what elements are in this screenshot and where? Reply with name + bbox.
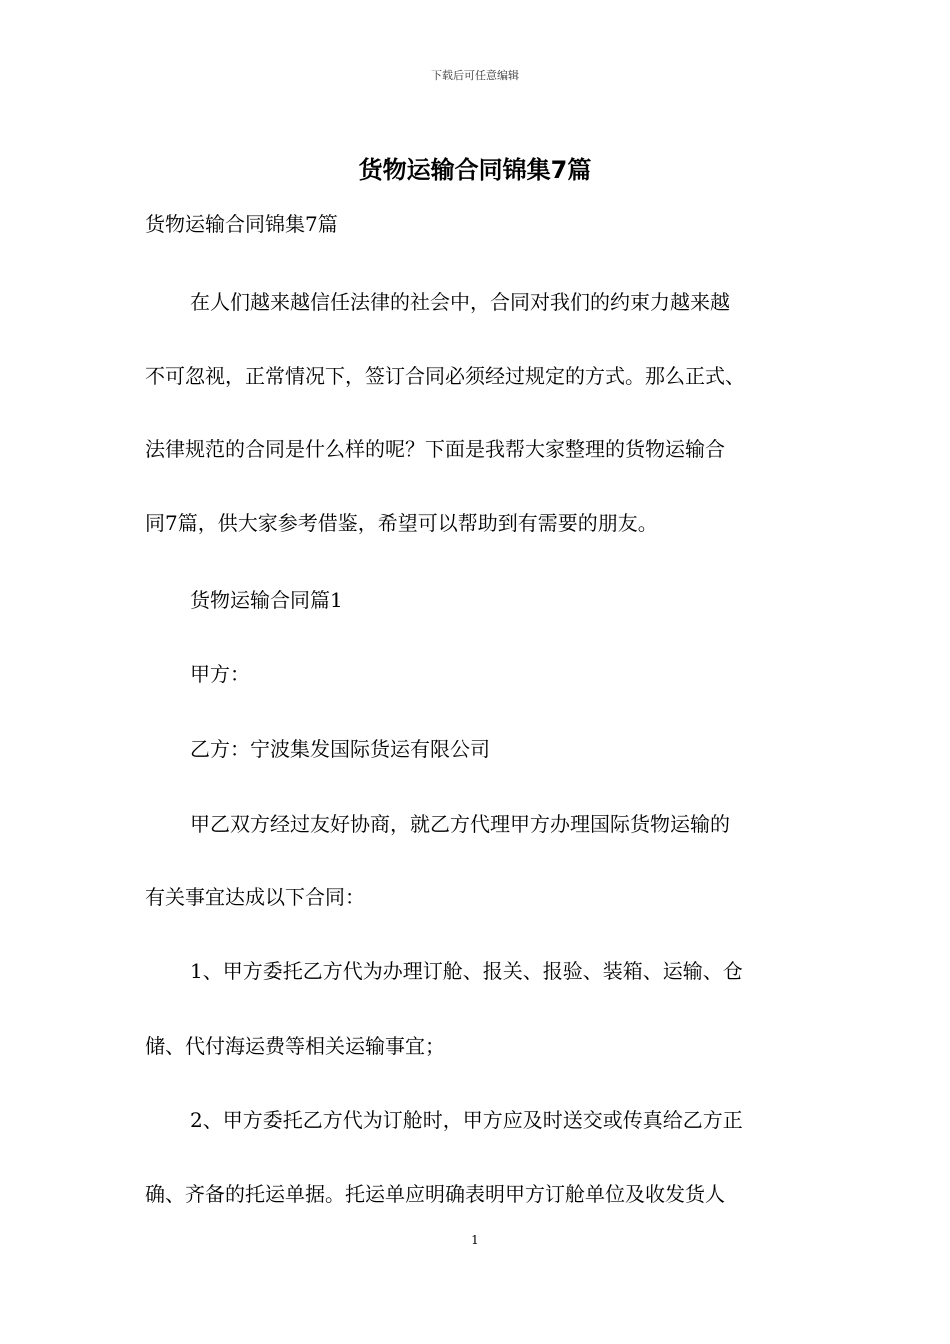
page-number: 1 bbox=[471, 1233, 479, 1247]
clause-1-line-2: 储、代付海运费等相关运输事宜； bbox=[145, 1034, 445, 1058]
party-b-line: 乙方：宁波集发国际货运有限公司 bbox=[190, 737, 490, 761]
party-a-line: 甲方： bbox=[190, 662, 250, 686]
clause-2-line-1: 2、甲方委托乙方代为订舱时，甲方应及时送交或传真给乙方正 bbox=[190, 1108, 743, 1132]
intro-line-3: 法律规范的合同是什么样的呢？下面是我帮大家整理的货物运输合 bbox=[145, 437, 725, 461]
intro-line-4: 同7篇，供大家参考借鉴，希望可以帮助到有需要的朋友。 bbox=[145, 511, 658, 535]
agreement-line-2: 有关事宜达成以下合同： bbox=[145, 885, 365, 909]
agreement-line-1: 甲乙双方经过友好协商，就乙方代理甲方办理国际货物运输的 bbox=[190, 812, 730, 836]
intro-line-1: 在人们越来越信任法律的社会中，合同对我们的约束力越来越 bbox=[190, 290, 730, 314]
document-subtitle: 货物运输合同锦集7篇 bbox=[145, 212, 338, 236]
intro-line-2: 不可忽视，正常情况下，签订合同必须经过规定的方式。那么正式、 bbox=[145, 364, 745, 388]
clause-1-line-1: 1、甲方委托乙方代为办理订舱、报关、报验、装箱、运输、仓 bbox=[190, 959, 743, 983]
header-note: 下载后可任意编辑 bbox=[431, 69, 519, 82]
document-title: 货物运输合同锦集7篇 bbox=[358, 156, 592, 184]
section-heading: 货物运输合同篇1 bbox=[190, 588, 343, 612]
clause-2-line-2: 确、齐备的托运单据。托运单应明确表明甲方订舱单位及收发货人 bbox=[145, 1182, 725, 1206]
